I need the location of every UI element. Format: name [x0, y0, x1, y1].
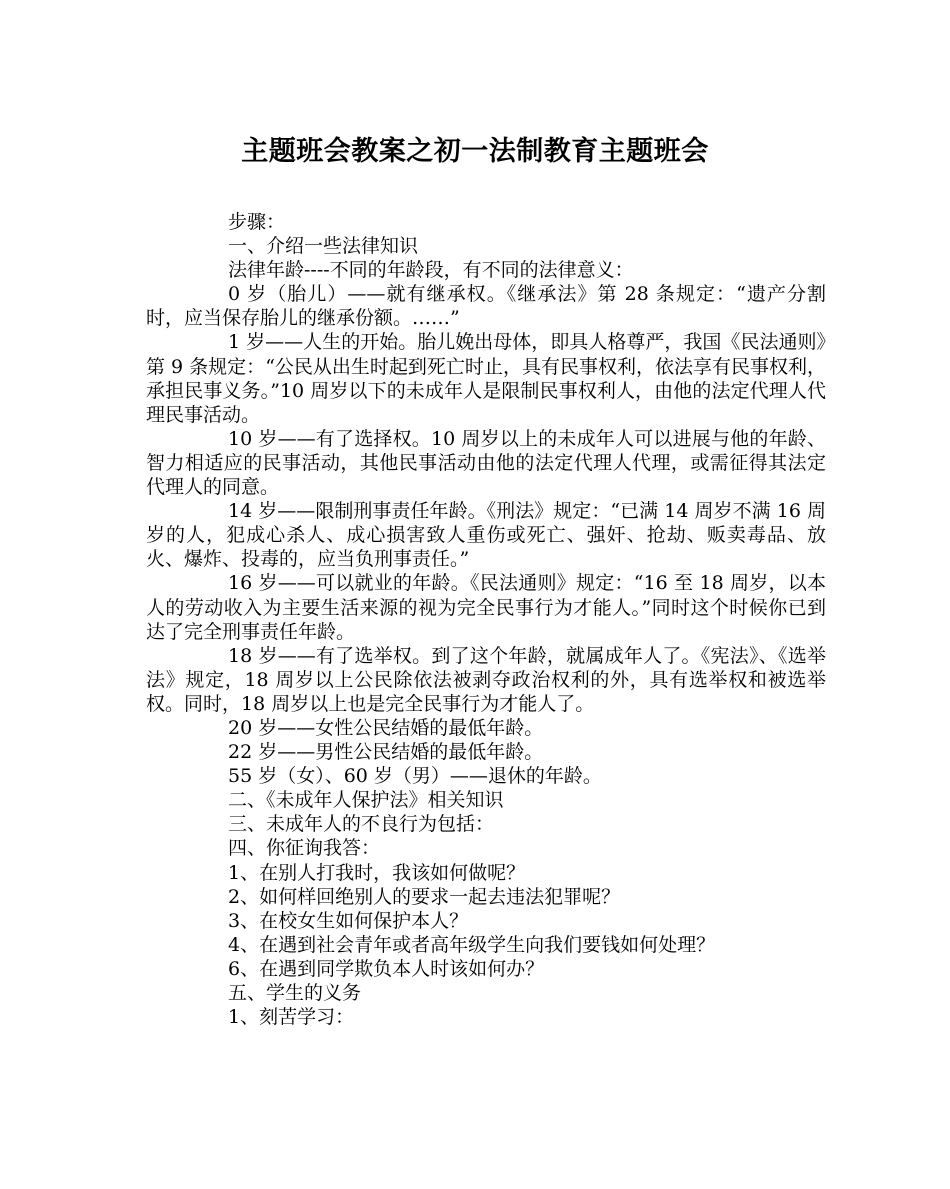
- document-body: [146, 210, 826, 1029]
- paragraph-section-4: 四、你征询我答：: [228, 837, 381, 860]
- paragraph-age-16: 16 岁——可以就业的年龄。《民法通则》规定：“16 至 18 周岁，以本人的劳动收入为主要生活来源的视为完全民事行为才能人。”同时这个时候你已到达了完全刑事责任年龄。: [146, 572, 826, 643]
- paragraph-section-2: 二、《未成年人保护法》相关知识: [228, 789, 504, 812]
- document-title: 主题班会教案之初一法制教育主题班会: [241, 136, 709, 167]
- paragraph-legal-age: 法律年龄----不同的年龄段，有不同的法律意义：: [228, 259, 634, 282]
- paragraph-age-18: 18 岁——有了选举权。到了这个年龄，就属成年人了。《宪法》、《选举法》规定，18 周岁以上公民除依法被剥夺政治权利的外，具有选举权和被选举权。同时，18 周岁以上也是完全民事行为才能人了。: [146, 644, 826, 715]
- paragraph-question-6: 6、在遇到同学欺负本人时该如何办？: [228, 957, 545, 980]
- paragraph-age-10: 10 岁——有了选择权。10 周岁以上的未成年人可以进展与他的年龄、智力相适应的民事活动，其他民事活动由他的法定代理人代理，或需征得其法定代理人的同意。: [146, 427, 826, 499]
- paragraph-age-22: 22 岁——男性公民结婚的最低年龄。: [228, 741, 544, 764]
- paragraph-question-4: 4、在遇到社会青年或者高年级学生向我们要钱如何处理？: [228, 933, 716, 956]
- paragraph-section-3: 三、未成年人的不良行为包括：: [228, 813, 495, 836]
- paragraph-age-20: 20 岁——女性公民结婚的最低年龄。: [228, 716, 544, 739]
- paragraph-question-1: 1、在别人打我时，我该如何做呢？: [228, 861, 526, 884]
- paragraph-section-1: 一、介绍一些法律知识: [228, 235, 419, 258]
- paragraph-steps: 步骤：: [228, 211, 286, 233]
- paragraph-duty-1: 1、刻苦学习：: [228, 1006, 355, 1029]
- paragraph-age-1: 1 岁——人生的开始。胎儿娩出母体，即具人格尊严，我国《民法通则》第 9 条规定：“公民从出生时起到死亡时止，具有民事权利，依法享有民事权利，承担民事义务。”10 周岁以下的未成年人是限制民事权利人，由他的法定代理人代理民事活动。: [146, 331, 826, 426]
- paragraph-question-3: 3、在校女生如何保护本人？: [228, 909, 469, 932]
- paragraph-section-5: 五、学生的义务: [228, 982, 362, 1004]
- paragraph-question-2: 2、如何样回绝别人的要求一起去违法犯罪呢？: [228, 885, 621, 908]
- paragraph-age-retire: 55 岁（女）、60 岁（男）——退休的年龄。: [228, 765, 602, 788]
- paragraph-age-0: 0 岁（胎儿）——就有继承权。《继承法》第 28 条规定：“遗产分割时，应当保存胎儿的继承份额。……”: [146, 283, 826, 330]
- paragraph-age-14: 14 岁——限制刑事责任年龄。《刑法》规定：“已满 14 周岁不满 16 周岁的人，犯成心杀人、成心损害致人重伤或死亡、强奸、抢劫、贩卖毒品、放火、爆炸、投毒的，应当负刑事责任。”: [146, 500, 826, 571]
